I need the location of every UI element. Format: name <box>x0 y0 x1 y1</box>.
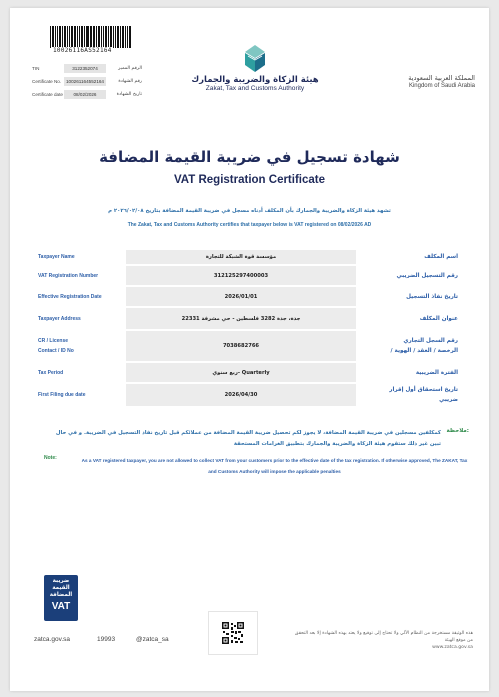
barcode-bar <box>55 26 56 48</box>
note-text-ar: كمكلفين مسجلين في ضريبة القيمة المضافة، لا يجوز لكم تحصيل ضريبة القيمة المضافة من عملائكم قبل تاريخ نفاذ التسجيل في الضريبة. و في حال تبين غير ذلك ستقوم هيئة الزكاة والضريبة والجمارك بتطبيق الغرامات المستحقة <box>55 430 441 447</box>
note-arabic <box>44 428 469 450</box>
row-vat-number <box>36 266 462 285</box>
barcode-bar <box>90 26 91 48</box>
barcode-number: 10026116AS52164 <box>53 47 112 54</box>
row-label-ar: رقم التسجيل الضريبي <box>396 272 458 279</box>
barcode-bar <box>96 26 97 48</box>
kingdom-header <box>355 74 475 89</box>
note-english <box>44 455 469 477</box>
certificate-meta <box>32 62 144 101</box>
barcode-bar <box>93 26 95 48</box>
row-taxpayer-address <box>36 308 462 329</box>
row-label-en-line1: CR / License <box>38 338 69 344</box>
barcode-bar <box>64 26 66 48</box>
barcode-bar <box>117 26 119 48</box>
meta-label-ar: رقم الشهادة <box>118 79 142 84</box>
barcode-bar <box>50 26 51 48</box>
barcode-bar <box>79 26 80 48</box>
meta-label-ar: تاريخ الشهادة <box>116 92 142 97</box>
row-label-ar-line1: رقم السجل التجاري <box>403 338 458 344</box>
barcode-bars <box>50 26 132 48</box>
barcode-bar <box>86 26 89 48</box>
kingdom-name-ar: المملكة العربية السعودية <box>408 74 475 82</box>
meta-label-en: Certificate No. <box>32 79 62 84</box>
barcode-bar <box>71 26 73 48</box>
barcode-bar <box>115 26 116 48</box>
barcode-bar <box>103 26 104 48</box>
barcode-bar <box>62 26 63 48</box>
meta-value: 100261164552164 <box>64 77 106 86</box>
footer-phone: 19993 <box>97 636 116 643</box>
footer-disclaimer-url[interactable]: www.zatca.gov.sa <box>432 645 473 650</box>
barcode-bar <box>110 26 112 48</box>
vat-logo-en: VAT <box>51 601 71 612</box>
meta-label-ar: الرقم المميز <box>118 66 142 71</box>
title-english: VAT Registration Certificate <box>173 174 326 186</box>
footer-disclaimer-text: هذه الوثيقة مستخرجة من النظام الآلي ولا تحتاج إلى توقيع ولا يعتد بهذه الشهادة إلا بعد التحقق من موقع الهيئة <box>294 631 473 643</box>
row-effective-date <box>36 287 462 306</box>
certification-statement-en: The Zakat, Tax and Customs Authority certifies that taxpayer below is VAT registered on 08/02/2026 AD <box>127 222 372 228</box>
row-label-ar-line1: تاريخ استحقاق أول إقرار <box>389 387 458 393</box>
row-tax-period <box>36 363 462 382</box>
barcode-bar <box>120 26 121 48</box>
barcode-bar <box>113 26 114 48</box>
row-value: جدة، جدة 3282 فلسطين - حي مشرفة 22331 <box>126 308 356 329</box>
barcode-bar <box>57 26 58 48</box>
meta-value: 3122352074 <box>64 64 106 73</box>
row-value: 2026/01/01 <box>126 287 356 306</box>
barcode-bar <box>77 26 78 48</box>
zatca-emblem-icon <box>243 44 267 74</box>
barcode-bar <box>69 26 70 48</box>
row-label-ar: الفترة الضريبية <box>415 369 458 376</box>
barcode-bar <box>105 26 108 48</box>
authority-name-en: Zakat, Tax and Customs Authority <box>205 85 305 92</box>
note-label-en: Note: <box>44 455 57 461</box>
row-cr-license <box>36 331 462 361</box>
meta-row-tin <box>32 62 144 75</box>
barcode-bar <box>98 26 100 48</box>
row-label-ar: تاريخ نفاذ التسجيل <box>406 293 458 300</box>
barcode-bar <box>67 26 68 48</box>
qr-code-icon <box>222 622 244 644</box>
barcode-bar <box>91 26 92 48</box>
footer-disclaimer <box>293 630 473 651</box>
qr-code <box>208 611 258 655</box>
row-value: 7038682766 <box>126 331 356 361</box>
row-label-en-line2: Contact / ID No <box>38 348 74 354</box>
barcode-bar <box>127 26 128 48</box>
meta-row-certificate-date <box>32 88 144 101</box>
row-label-en: First Filing due date <box>38 392 86 398</box>
row-label-en: Taxpayer Address <box>38 315 81 322</box>
row-label-en: Tax Period <box>38 369 64 376</box>
row-label-ar: عنوان المكلف <box>419 315 458 322</box>
certificate-page <box>10 8 489 691</box>
authority-name-ar: هيئة الزكاة والضريبة والجمارك <box>191 75 319 85</box>
zatca-logo <box>190 44 320 92</box>
footer-website[interactable]: zatca.gov.sa <box>34 636 71 643</box>
row-label-ar <box>356 331 462 361</box>
barcode-bar <box>74 26 77 48</box>
barcode-bar <box>122 26 125 48</box>
row-label-ar <box>356 384 462 406</box>
meta-value: 08/02/2026 <box>64 90 106 99</box>
row-taxpayer-name <box>36 250 462 264</box>
title-arabic: شهادة تسجيل في ضريبة القيمة المضافة <box>99 148 400 166</box>
footer-social[interactable]: @zatca_sa <box>136 636 169 643</box>
meta-label-en: Certificate date <box>32 92 63 97</box>
barcode-bar <box>108 26 109 48</box>
row-value: 2026/04/30 <box>126 384 356 406</box>
vat-logo-ar-line3: المضافة <box>49 592 73 598</box>
vat-logo-ar-line2: القيمة <box>52 585 70 591</box>
row-value: 312125297400003 <box>126 266 356 285</box>
barcode-bar <box>81 26 83 48</box>
meta-row-certificate-no <box>32 75 144 88</box>
row-label-ar-line2: ضريبي <box>439 397 458 403</box>
barcode-bar <box>125 26 126 48</box>
barcode-bar <box>52 26 54 48</box>
row-label-en: Effective Registration Date <box>38 293 102 300</box>
note-text-en: As a VAT registered taxpayer, you are not allowed to collect VAT from your customers prior to the effective date of the tax registration. If otherwise approved, The ZAKAT, Tax and Customs Authority will impose the applicable penalties <box>81 458 468 474</box>
taxpayer-details-table <box>36 250 462 408</box>
row-label-ar: اسم المكلف <box>424 254 458 260</box>
note-label-ar: ملاحظة: <box>446 428 469 434</box>
row-label-en: VAT Registration Number <box>38 272 99 279</box>
vat-logo-ar-line1: ضريبة <box>52 578 70 584</box>
kingdom-name-en: Kingdom of Saudi Arabia <box>408 83 475 89</box>
row-label-en <box>36 331 126 361</box>
row-value: ربع سنوي- Quarterly <box>126 363 356 382</box>
barcode-bar <box>129 26 131 48</box>
meta-label-en: TIN <box>32 66 40 71</box>
vat-logo <box>44 575 78 621</box>
barcode-bar <box>84 26 85 48</box>
row-first-filing-date <box>36 384 462 406</box>
barcode-bar <box>59 26 62 48</box>
row-label-en: Taxpayer Name <box>38 254 75 260</box>
row-label-ar-line2: / الرخصة / العقد / الهوية <box>390 348 458 354</box>
row-value: مؤسسة قوة الشبكة للتجارة <box>126 250 356 264</box>
barcode-bar <box>101 26 102 48</box>
certification-statement-ar: تشهد هيئة الزكاة والضريبة والجمارك بأن المكلف أدناه مسجل في ضريبة القيمة المضافة بتاريخ ٢٠٢٦/٠٢/٠٨ م <box>108 208 391 214</box>
barcode <box>50 26 132 56</box>
